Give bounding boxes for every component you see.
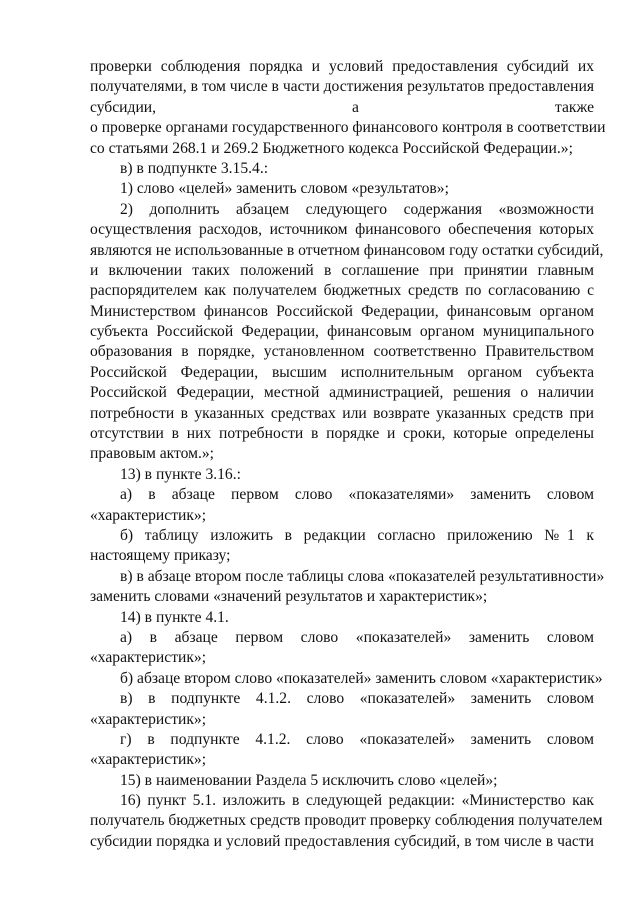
text-line: а) в абзаце первом слово «показателями» заменить словом	[120, 486, 594, 504]
text-line: «характеристик»;	[90, 710, 207, 728]
text-line: 1) слово «целей» заменить словом «результатов»;	[120, 180, 449, 198]
text-line: получатель бюджетных средств проводит проверку соблюдения получателем	[90, 812, 603, 830]
text-line: субъекта Российской Федерации, финансовым органом муниципального	[90, 323, 594, 341]
text-line: а) в абзаце первом слово «показателей» заменить словом	[120, 628, 594, 646]
text-line: со статьями 268.1 и 269.2 Бюджетного кодекса Российской Федерации.»;	[90, 139, 573, 157]
text-line: б) таблицу изложить в редакции согласно приложению №1 к	[120, 526, 594, 544]
text-line: в) в подпункте 4.1.2. слово «показателей» заменить словом	[120, 690, 594, 708]
text-line: потребности в указанных средствах или возврате указанных средств при	[90, 404, 594, 422]
text-line: «характеристик»;	[90, 506, 207, 524]
text-line: настоящему приказу;	[90, 547, 231, 565]
text-line: 14) в пункте 4.1.	[120, 608, 229, 626]
text-line: и включении таких положений в соглашение при принятии главным	[90, 261, 594, 279]
text-line: о проверке органами государственного финансового контроля в соответствии	[90, 119, 606, 137]
text-line: отсутствии в них потребности в порядке и сроки, которые определены	[90, 425, 594, 443]
text-line: 16) пункт 5.1. изложить в следующей редакции: «Министерство как	[120, 792, 594, 810]
text-line: «характеристик»;	[90, 751, 207, 769]
text-line: Российской Федерации, высшим исполнительным органом субъекта	[90, 363, 594, 381]
text-line: проверки соблюдения порядка и условий предоставления субсидий их	[90, 58, 594, 75]
text-line: 13) в пункте 3.16.:	[120, 465, 241, 483]
document-body	[90, 57, 606, 852]
text-line: правовым актом.»;	[90, 445, 215, 463]
text-line: г) в подпункте 4.1.2. слово «показателей» заменить словом	[120, 730, 594, 748]
text-line: б) абзаце втором слово «показателей» заменить словом «характеристик»	[120, 669, 603, 687]
text-line: Министерством финансов Российской Федерации, финансовым органом	[90, 302, 594, 320]
text-line: 15) в наименовании Раздела 5 исключить слово «целей»;	[120, 771, 498, 789]
text-line: в) в подпункте 3.15.4.:	[120, 159, 269, 177]
text-line: Российской Федерации, местной администрацией, решения о наличии	[90, 384, 594, 402]
text-line: получателями, в том числе в части достижения результатов предоставления	[90, 78, 594, 96]
text-line: осуществления расходов, источником финансового обеспечения которых	[90, 221, 594, 239]
text-line: заменить словами «значений результатов и характеристик»;	[90, 588, 488, 606]
text-line: в) в абзаце втором после таблицы слова «показателей результативности»	[120, 567, 605, 585]
text-line: субсидии, а также	[90, 98, 594, 116]
text-line: распорядителем как получателем бюджетных средств по согласованию с	[90, 282, 594, 300]
text-line: являются не использованные в отчетном финансовом году остатки субсидий,	[90, 241, 604, 259]
text-line: субсидии порядка и условий предоставления субсидий, в том числе в части	[90, 832, 594, 850]
text-line: «характеристик»;	[90, 649, 207, 667]
text-line: 2) дополнить абзацем следующего содержания «возможности	[120, 200, 594, 218]
text-line: образования в порядке, установленном соответственно Правительством	[90, 343, 594, 361]
